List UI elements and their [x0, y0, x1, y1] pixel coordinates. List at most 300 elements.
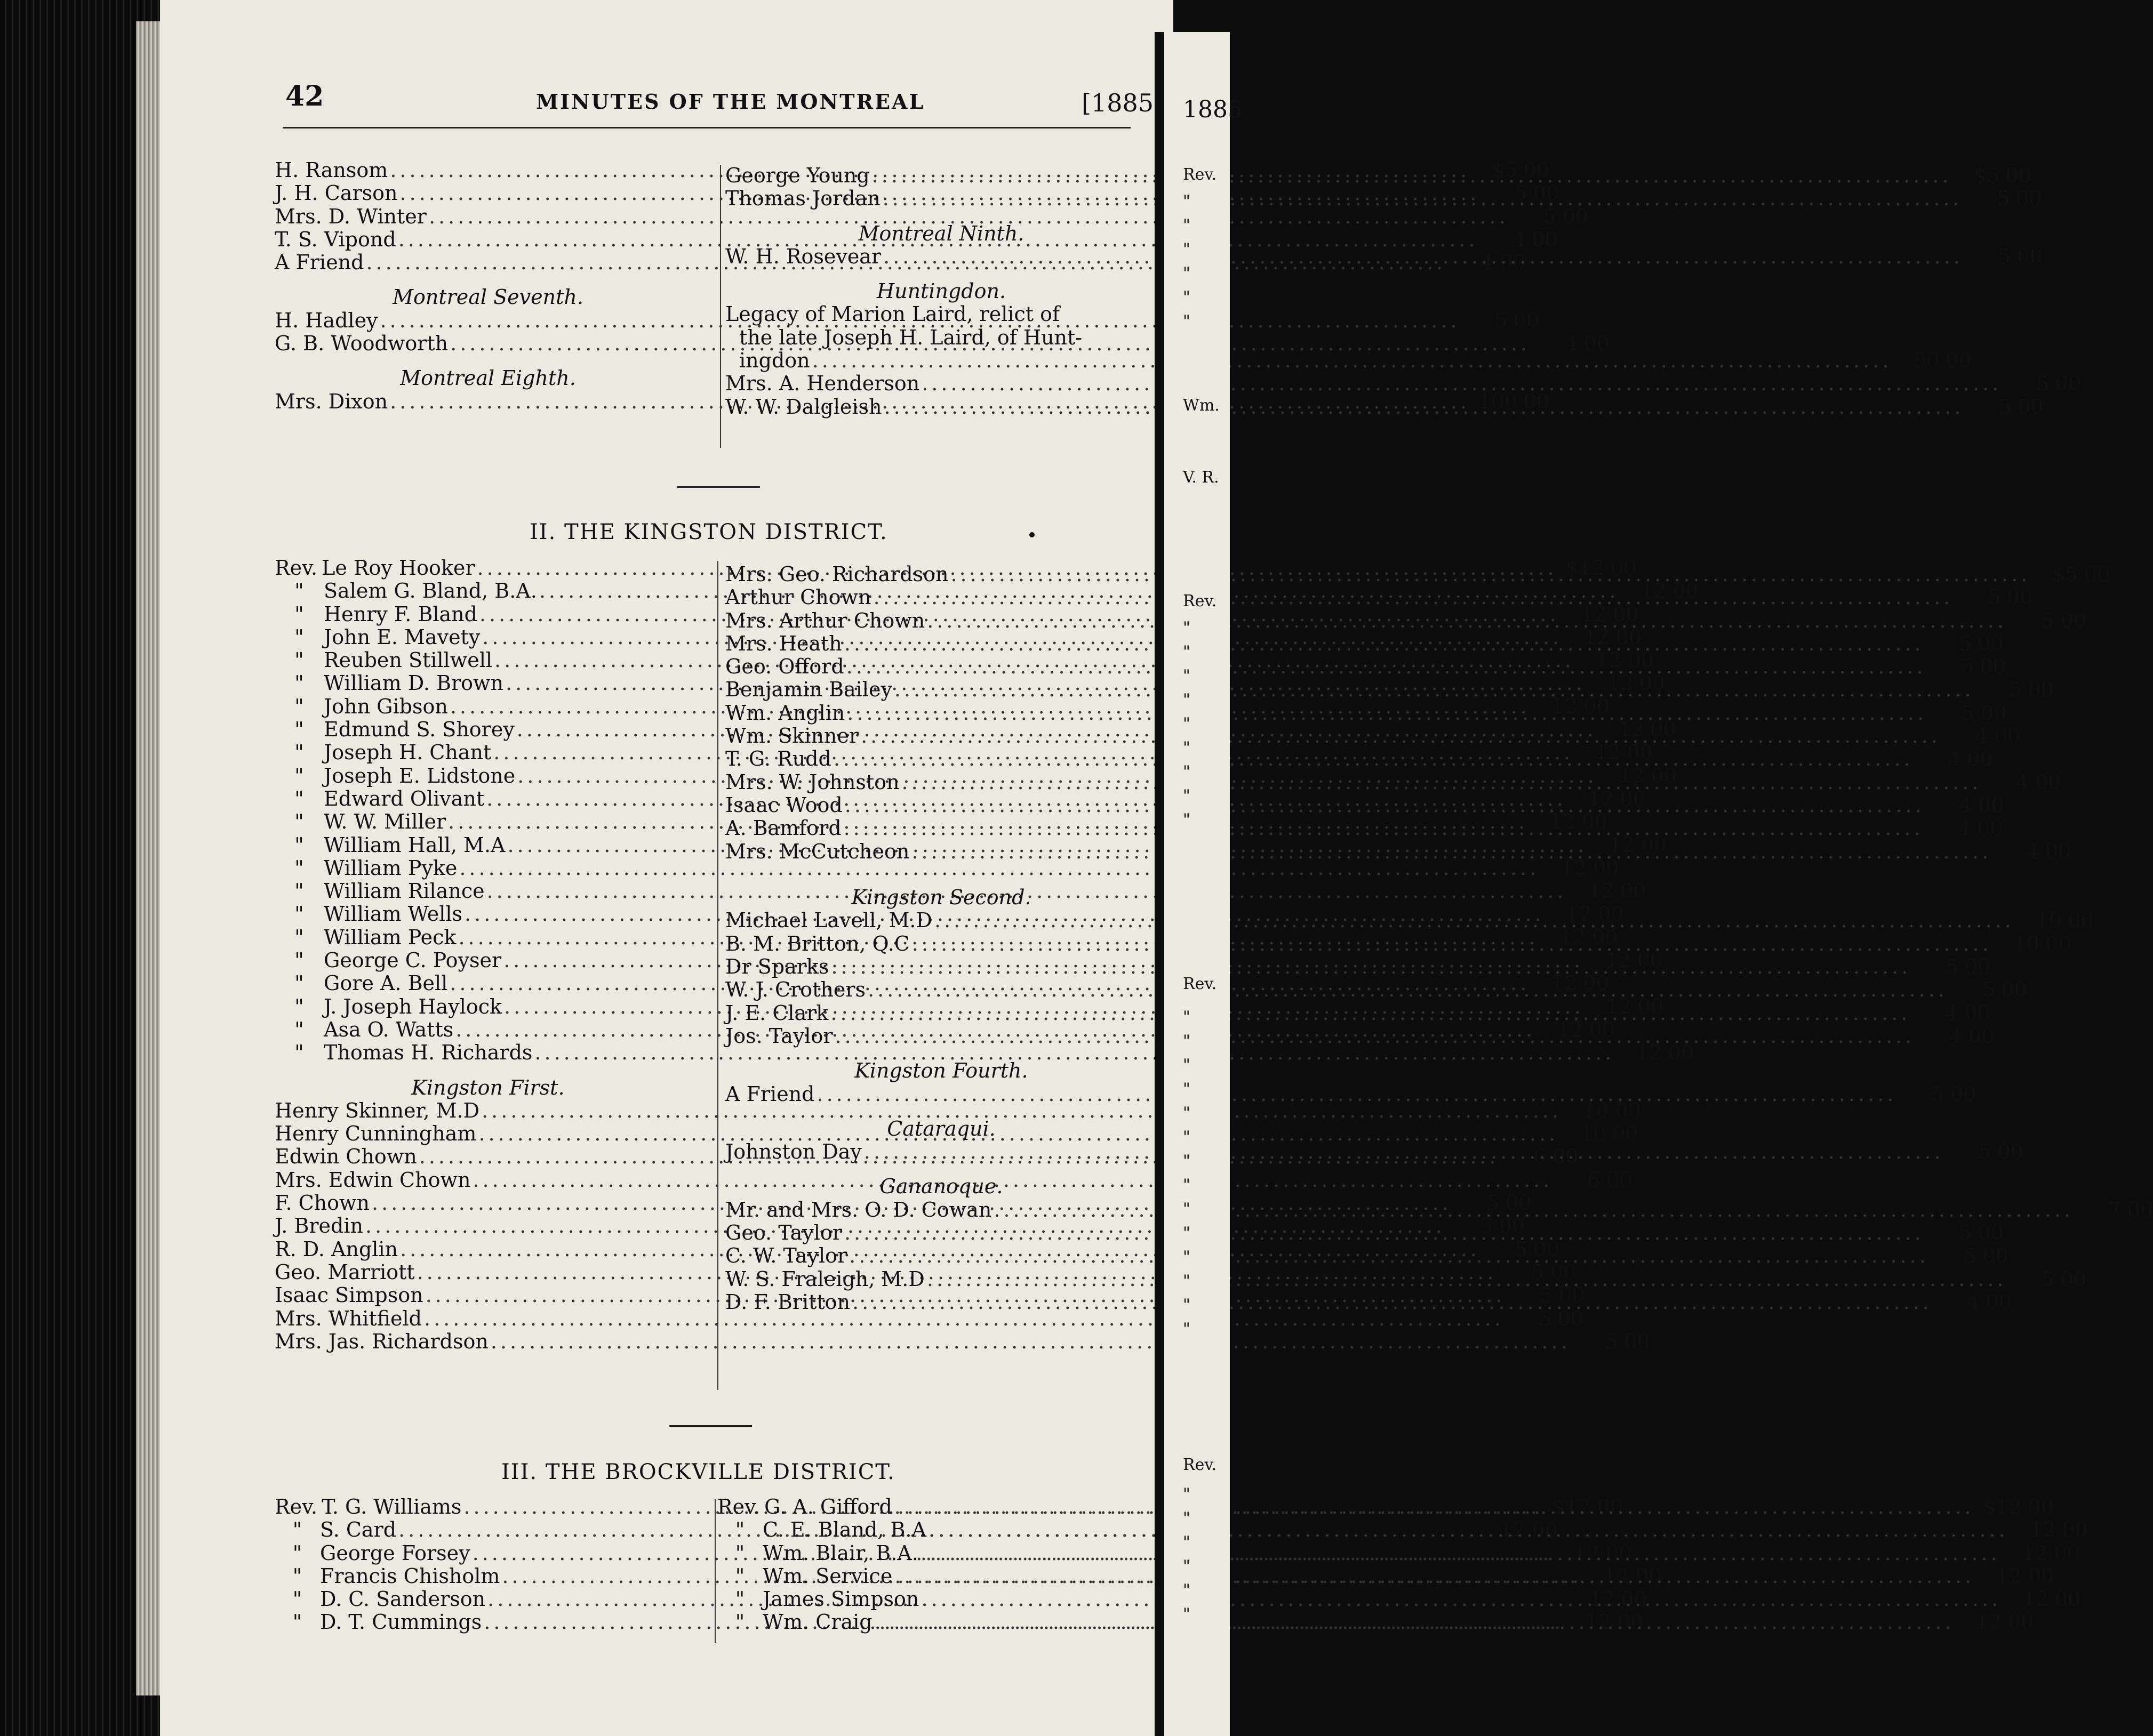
entry-amount: [1950, 978, 2027, 1001]
amount-cents: 00: [1499, 1214, 1525, 1238]
ditto-mark: ": [735, 1518, 745, 1542]
amount-dollars: 5: [1961, 701, 1975, 725]
amount-dollars: 100: [1478, 389, 1517, 413]
ditto-mark: ": [294, 994, 304, 1018]
ditto-mark: ": [294, 786, 304, 810]
subhead-montreal-seventh: Montreal Seventh.: [393, 285, 583, 309]
entry-name: C. W. Taylor: [725, 1244, 847, 1268]
entry-name: Mr. and Mrs. O. D. Cowan: [725, 1197, 992, 1221]
entry-amount: [1976, 1565, 2054, 1588]
amount-dollars: 4: [1945, 1001, 1958, 1025]
facing-ditto: ": [1183, 1320, 1190, 1338]
amount-cents: 00: [1533, 181, 1559, 205]
amount-dollars: 10: [1580, 1122, 1606, 1146]
amount-cents: 00: [1514, 308, 1540, 332]
entry-name: Reuben Stillwell: [324, 648, 493, 672]
facing-ditto: ": [1183, 264, 1190, 283]
amount-cents: 00: [2016, 187, 2042, 211]
amount-dollars: 12: [1566, 902, 1592, 926]
entry-name: Salem G. Bland, B.A.: [324, 579, 537, 603]
running-title: MINUTES OF THE MONTREAL: [536, 90, 925, 114]
facing-ditto: ": [1183, 1008, 1190, 1026]
entry-name: G. A. Gifford: [764, 1495, 892, 1518]
amount-cents: 00: [1592, 856, 1619, 880]
book-page-edges: [0, 0, 160, 1736]
amount-dollars: 10: [1583, 1098, 1609, 1122]
entry-row: [725, 1267, 2086, 1291]
running-year: [1885: [1082, 89, 1154, 117]
amount-dollars: 5: [2008, 678, 2022, 702]
subhead-kingston-first: Kingston First.: [411, 1075, 565, 1099]
leader-dots: [874, 586, 1954, 609]
entry-amount: [1994, 840, 2071, 863]
ditto-mark: ": [294, 579, 304, 603]
ditto-mark: ": [292, 1541, 302, 1565]
entry-name: J. E. Clark: [725, 1001, 829, 1025]
amount-cents: 00: [1559, 1283, 1585, 1307]
entry-row: [725, 244, 2043, 268]
entry-name: Francis Chisholm: [320, 1564, 500, 1588]
entry-name: Henry F. Bland: [324, 602, 477, 626]
legacy-name: ingdon: [739, 349, 810, 373]
legacy-line-3: [725, 349, 1972, 373]
entry-name: T. G. Williams: [322, 1495, 462, 1518]
leader-dots: [934, 909, 2014, 932]
entry-name: D. T. Cummings: [320, 1610, 482, 1634]
amount-cents: 00: [1982, 1244, 2009, 1268]
amount-cents: 00: [1613, 602, 1639, 626]
amount-cents: 00: [1986, 1290, 2012, 1314]
amount-cents: 00: [1523, 389, 1549, 413]
amount-cents: 00: [2084, 562, 2110, 586]
amount-dollars: 12: [1583, 625, 1610, 649]
entry-amount: [1956, 1611, 2034, 1634]
entry-amount: [1555, 1169, 1632, 1192]
leader-dots: [491, 1330, 1571, 1353]
entry-name: D. C. Sanderson: [320, 1587, 486, 1611]
amount-cents: 00: [1637, 994, 1663, 1018]
amount-dollars: 5: [1997, 244, 2011, 268]
entry-amount: [1917, 1025, 1994, 1048]
ditto-mark: ": [294, 671, 304, 695]
amount-cents: 00: [1557, 1306, 1583, 1330]
leader-dots: [921, 1588, 2001, 1611]
leader-dots: [844, 632, 1924, 655]
amount-cents: 00: [1615, 1098, 1641, 1122]
facing-ditto: ": [1183, 1533, 1190, 1552]
amount-dollars: 5: [1988, 585, 2001, 609]
rev-prefix: Rev.: [275, 556, 318, 580]
entry-amount: [1926, 632, 2004, 655]
amount-dollars: 5: [1963, 1244, 1977, 1268]
facing-ditto: ": [1183, 288, 1190, 307]
entry-amount: [1965, 187, 2042, 210]
entry-amount: [1568, 880, 1646, 903]
ditto-mark: ": [294, 694, 304, 718]
leader-dots: [894, 1496, 1974, 1518]
leader-dots: [847, 702, 1927, 725]
amount-cents: 00: [1635, 1564, 1662, 1588]
entry-name: A. Bamford: [725, 816, 842, 840]
amount-dollars: 12: [1574, 1541, 1600, 1565]
ditto-mark: ": [294, 902, 304, 926]
entry-name: Mrs. A. Henderson: [725, 372, 920, 396]
entry-name: Mrs. Whitfield: [275, 1306, 422, 1330]
ditto-mark: ": [294, 648, 304, 672]
facing-ditto: ": [1183, 1056, 1190, 1074]
facing-ditto: ": [1183, 1152, 1190, 1170]
amount-cents: 00: [1977, 816, 2003, 840]
entry-row: [725, 1290, 2012, 1314]
amount-dollars: 5: [1958, 631, 1972, 655]
subhead-kingston-fourth: Kingston Fourth.: [854, 1059, 1028, 1083]
leader-dots: [912, 933, 1992, 955]
amount-cents: 00: [1978, 1221, 2004, 1245]
amount-dollars: 5: [2041, 608, 2055, 632]
leader-dots: [844, 1221, 1924, 1244]
leader-dots: [929, 1518, 2008, 1541]
amount-cents: 00: [1950, 1082, 1976, 1106]
amount-dollars: 12: [1605, 949, 1631, 973]
entry-amount: [1955, 586, 2032, 609]
amount-dollars: 4: [1512, 227, 1526, 251]
amount-dollars: 5: [1997, 187, 2010, 211]
leader-dots: [894, 678, 1974, 701]
amount-cents: 00: [1997, 1140, 2023, 1164]
facing-ditto: ": [1183, 1557, 1190, 1576]
amount-cents: 00: [1611, 556, 1637, 580]
entry-name: Joseph E. Lidstone: [324, 763, 516, 787]
entry-name: Mrs. Jas. Richardson: [275, 1329, 489, 1353]
leader-dots: [846, 655, 1926, 678]
amount-dollars: 12: [1588, 879, 1614, 903]
leader-dots: [950, 563, 2030, 586]
amount-cents: 00: [1978, 793, 2004, 817]
amount-dollars: 12: [1581, 602, 1607, 626]
entry-name: W. H. Rosevear: [725, 244, 882, 268]
entry-amount: [1926, 1221, 2004, 1244]
column-divider: [717, 561, 718, 1390]
entry-name: Mrs. Heath: [725, 631, 842, 655]
leader-dots: [902, 771, 1982, 794]
entry-row: [717, 1564, 2054, 1588]
amount-dollars: 5: [1514, 1237, 1527, 1261]
amount-dollars: 12: [1996, 1564, 2022, 1588]
entry-amount: [1931, 1244, 2008, 1267]
leader-dots: [868, 978, 1948, 1001]
amount-dollars: 10: [2036, 909, 2062, 933]
entry-name: Benjamin Bailey: [725, 678, 892, 702]
entry-row: [717, 1610, 2034, 1634]
amount-cents: 00: [2068, 909, 2094, 933]
entry-name: J. H. Carson: [275, 181, 398, 205]
amount-cents: 00: [2028, 678, 2054, 702]
entry-name: William Wells: [324, 902, 463, 926]
amount-dollars: 4: [2026, 839, 2039, 863]
print-mark: [1029, 532, 1035, 537]
entry-row: [275, 1306, 1583, 1330]
entry-name: Mrs. D. Winter: [275, 204, 427, 228]
leader-dots: [921, 1542, 2000, 1565]
amount-cents: 00: [1994, 724, 2020, 748]
ditto-mark: ": [294, 810, 304, 834]
gananoque-list: [725, 1197, 2153, 1314]
entry-name: H. Hadley: [275, 308, 378, 332]
amount-cents: 00: [2001, 978, 2027, 1002]
amount-cents: 00: [2016, 244, 2043, 268]
amount-cents: 00: [1964, 955, 1991, 979]
amount-dollars: 12: [1603, 1564, 1630, 1588]
entry-name: George Forsey: [320, 1541, 470, 1565]
facing-ditto: ": [1183, 312, 1190, 331]
amount-cents: 00: [1624, 1329, 1650, 1353]
entry-amount: [1912, 1002, 1990, 1025]
amount-cents: 00: [1505, 1191, 1531, 1215]
leader-dots: [911, 840, 1991, 863]
amount-cents: 00: [1978, 631, 2004, 655]
amount-dollars: 12: [2030, 1518, 2056, 1542]
facing-ditto: ": [1183, 738, 1190, 757]
legacy-line-1: Legacy of Marion Laird, relict of: [725, 302, 1060, 326]
entry-name: Wm. Service: [763, 1564, 893, 1588]
amount-cents: 00: [1532, 227, 1558, 251]
amount-dollars: 4: [1959, 793, 1972, 817]
amount-cents: 00: [1627, 741, 1653, 765]
entry-row: [725, 1244, 2009, 1268]
amount-cents: 00: [2054, 1587, 2081, 1611]
entry-amount: [2009, 609, 2086, 632]
amount-cents: 00: [1583, 971, 1610, 995]
amount-dollars: $5: [2052, 562, 2078, 586]
amount-dollars: 12: [2022, 1541, 2048, 1565]
amount-cents: 00: [1500, 251, 1526, 275]
entry-name: William Hall, M.A: [324, 833, 506, 857]
entry-row: [725, 1221, 2004, 1245]
entry-name: Mrs. Edwin Chown: [275, 1168, 471, 1192]
entry-name: Wm. Craig: [763, 1610, 873, 1634]
facing-ditto: ": [1183, 666, 1190, 685]
facing-rev: Rev.: [1183, 592, 1217, 610]
entry-row: [275, 204, 1588, 228]
facing-ditto: ": [1183, 690, 1190, 709]
ditto-mark: ": [735, 1564, 745, 1588]
entry-name: Michael Lavell, M.D: [725, 909, 932, 933]
amount-cents: 00: [2127, 1197, 2153, 1221]
amount-dollars: 7: [2108, 1197, 2122, 1221]
facing-ditto: ": [1183, 786, 1190, 805]
amount-dollars: 5: [1960, 655, 1974, 679]
amount-cents: 00: [1606, 1168, 1632, 1192]
facing-ditto: ": [1183, 1104, 1190, 1122]
entry-name: Wm. Anglin: [725, 701, 845, 725]
entry-row: [275, 1041, 1694, 1065]
facing-ditto: ": [1183, 1296, 1190, 1314]
facing-ditto: ": [1183, 1509, 1190, 1528]
facing-ditto: ": [1183, 714, 1190, 733]
entry-row: [717, 1518, 2088, 1542]
amount-cents: 00: [1668, 1041, 1694, 1065]
kingston-fourth-list: [725, 1082, 1976, 1106]
entry-amount: [1573, 1330, 1650, 1353]
entry-row: [275, 856, 1619, 880]
amount-dollars: 4: [1958, 816, 1971, 840]
amount-dollars: 4: [1480, 251, 1494, 275]
facing-ditto: ": [1183, 1485, 1190, 1504]
amount-cents: 00: [1598, 902, 1624, 926]
leader-dots: [834, 748, 1914, 770]
subhead-cataraqui: Cataraqui.: [887, 1116, 996, 1140]
facing-ditto: ": [1183, 642, 1190, 661]
section-rule: [677, 486, 760, 488]
amount-cents: 00: [1591, 925, 1618, 949]
entry-name: Le Roy Hooker: [322, 556, 475, 580]
entry-amount: [1927, 794, 2004, 817]
facing-ditto: ": [1183, 1032, 1190, 1050]
amount-dollars: $12: [1565, 556, 1605, 580]
entry-name: Geo. Taylor: [725, 1221, 842, 1245]
amount-cents: 00: [1651, 763, 1677, 787]
facing-rev: Rev.: [1183, 165, 1217, 184]
amount-cents: 00: [2018, 395, 2044, 419]
facing-ditto: ": [1183, 1200, 1190, 1218]
amount-dollars: 4: [1966, 1290, 1980, 1314]
entry-name: Mrs. Dixon: [275, 389, 388, 413]
amount-cents: 00: [1967, 747, 1993, 771]
leader-dots: [861, 725, 1941, 748]
amount-cents: 00: [2007, 585, 2033, 609]
ditto-mark: ": [294, 763, 304, 787]
entry-name: Mrs. Geo. Richardson: [725, 562, 949, 586]
entry-amount: [1994, 933, 2071, 955]
ditto-mark: ": [294, 925, 304, 949]
amount-cents: 00: [2028, 1495, 2054, 1518]
entry-name: John Gibson: [324, 694, 448, 718]
leader-dots: [927, 1268, 2007, 1291]
section-rule: [669, 1425, 752, 1427]
amount-dollars: 4: [2016, 770, 2029, 794]
amount-dollars: 12: [1636, 1041, 1662, 1065]
entry-name: Mrs. W. Johnston: [725, 770, 900, 794]
ditto-mark: ": [294, 741, 304, 765]
amount-cents: 00: [1581, 810, 1608, 834]
amount-cents: 00: [1980, 701, 2007, 725]
entry-name: T. S. Vipond: [275, 227, 396, 251]
entry-amount: [1976, 678, 2054, 701]
amount-dollars: 5: [1978, 1140, 1991, 1164]
amount-cents: 00: [2060, 608, 2087, 632]
leader-dots: [884, 396, 1964, 419]
leader-dots: [875, 1611, 1955, 1634]
facing-ditto: ": [1183, 192, 1190, 211]
amount-dollars: 12: [2022, 1587, 2049, 1611]
amount-cents: 00: [1639, 671, 1665, 695]
ditto-mark: ": [294, 625, 304, 649]
ditto-mark: ": [294, 602, 304, 626]
ditto-mark: ": [294, 949, 304, 973]
amount-cents: 00: [2055, 372, 2082, 396]
leader-dots: [872, 164, 1952, 187]
amount-dollars: $12: [1552, 1495, 1591, 1518]
rev-prefix: Rev.: [275, 1495, 318, 1518]
entry-name: William D. Brown: [324, 671, 504, 695]
facing-ditto: ": [1183, 1128, 1190, 1146]
entry-row: [717, 1495, 2054, 1518]
amount-dollars: 5: [1931, 1082, 1944, 1106]
amount-cents: 00: [2035, 770, 2061, 794]
entry-amount: [1965, 245, 2043, 268]
amount-cents: 00: [1621, 1587, 1647, 1611]
amount-cents: 00: [2028, 1564, 2054, 1588]
amount-cents: 00: [2054, 1541, 2080, 1565]
amount-dollars: 5: [1605, 1329, 1618, 1353]
amount-dollars: 12: [1588, 786, 1614, 810]
entry-name: Arthur Chown: [725, 585, 871, 609]
amount-cents: 00: [1583, 332, 1610, 356]
entry-name: Henry Skinner, M.D: [275, 1098, 480, 1122]
entry-name: James Simpson: [763, 1587, 919, 1611]
entry-name: William Pyke: [324, 856, 458, 880]
entry-amount: [1462, 309, 1539, 332]
entry-name: Dr Sparks: [725, 955, 829, 979]
ditto-mark: ": [294, 856, 304, 880]
amount-cents: 00: [1533, 1237, 1559, 1261]
entry-name: C. E. Bland, B.A: [763, 1518, 926, 1542]
entry-name: Thomas H. Richards: [324, 1041, 533, 1065]
subhead-kingston-second: Kingston Second.: [851, 886, 1031, 910]
amount-dollars: 6: [1533, 1145, 1547, 1169]
amount-cents: 00: [1968, 1024, 1995, 1048]
entry-amount: [2016, 909, 2094, 932]
entry-name: J. Joseph Haylock: [324, 994, 502, 1018]
amount-dollars: 12: [1596, 648, 1622, 672]
entry-name: Wm. Blair, B.A.: [763, 1541, 918, 1565]
brockville-right-list: [717, 1495, 2088, 1634]
page-number: 42: [285, 80, 324, 112]
ditto-mark: ": [294, 718, 304, 742]
entry-name: Henry Cunningham: [275, 1122, 477, 1146]
amount-dollars: 12: [1607, 671, 1633, 695]
leader-dots: [852, 1291, 1932, 1314]
amount-dollars: 12: [1557, 1017, 1583, 1041]
facing-rev: Rev.: [1183, 975, 1217, 993]
leader-dots: [835, 1025, 1915, 1048]
amount-cents: 00: [2062, 1518, 2088, 1542]
amount-cents: 00: [1523, 158, 1550, 182]
amount-dollars: 10: [2013, 931, 2039, 955]
facing-rev: Rev.: [1183, 1456, 1217, 1474]
facing-ditto: ": [1183, 1605, 1190, 1624]
amount-dollars: 5: [1958, 1221, 1972, 1245]
entry-name: R. D. Anglin: [275, 1237, 398, 1261]
leader-dots: [831, 955, 1911, 978]
entry-row: [717, 1587, 2081, 1611]
cataraqui-list: [725, 1140, 2023, 1164]
leader-dots: [845, 794, 1925, 817]
entry-name: William Peck: [324, 925, 457, 949]
amount-dollars: 12: [1585, 1610, 1612, 1634]
amount-dollars: 12: [1589, 1587, 1615, 1611]
ditto-mark: ": [294, 879, 304, 903]
leader-dots: [812, 349, 1892, 372]
entry-name: William Rilance: [324, 879, 485, 903]
entry-amount: [1966, 396, 2043, 419]
amount-cents: 00: [1606, 1541, 1632, 1565]
ditto-mark: ": [292, 1610, 302, 1634]
entry-amount: [1983, 771, 2061, 794]
amount-dollars: 5: [1982, 978, 1995, 1002]
entry-name: A Friend: [275, 251, 364, 275]
amount-cents: 00: [1532, 1518, 1558, 1542]
